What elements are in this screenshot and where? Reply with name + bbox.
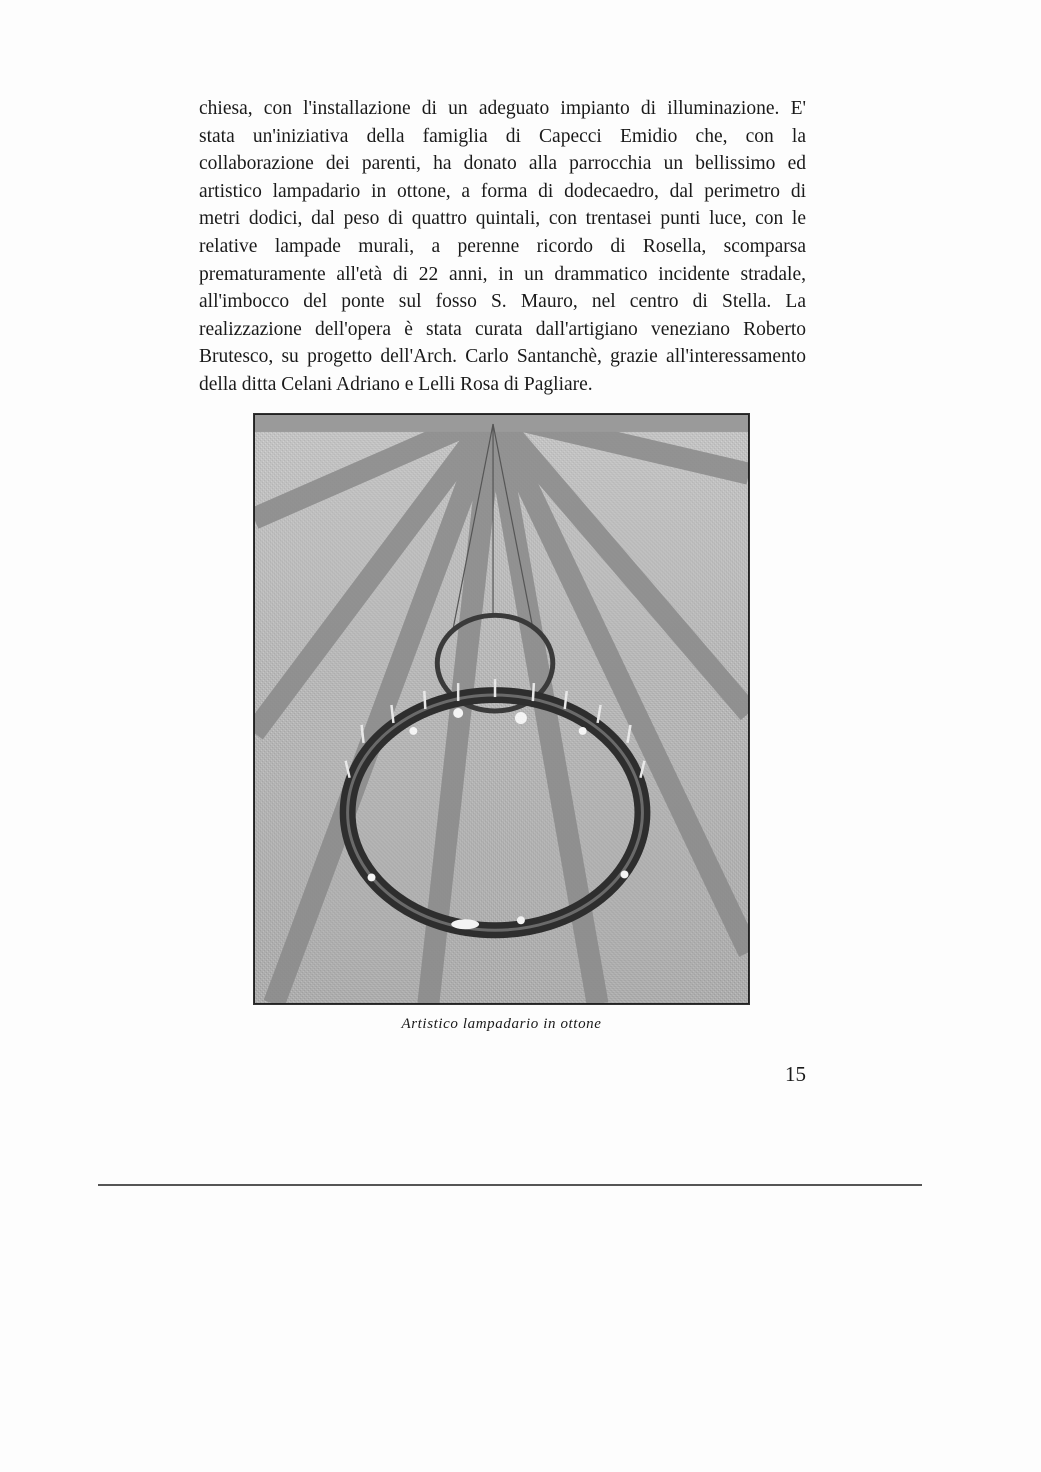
body-line: realizzazione dell'opera è stata curata dall'artigiano veneziano Roberto: [199, 318, 806, 340]
body-line: chiesa, con l'installazione di un adeguato impianto di illuminazione. E': [199, 98, 806, 119]
chandelier-photo-image: [254, 414, 749, 1004]
page-number: 15: [785, 1062, 806, 1086]
body-line: relative lampade murali, a perenne ricordo di Rosella, scomparsa: [199, 235, 806, 257]
body-line: della ditta Celani Adriano e Lelli Rosa di Pagliare.: [199, 373, 593, 395]
body-line: metri dodici, dal peso di quattro quintali, con trentasei punti luce, con le: [199, 208, 806, 230]
chandelier-photo: [253, 413, 750, 1005]
body-line: collaborazione dei parenti, ha donato alla parrocchia un bellissimo ed: [199, 153, 806, 175]
figure-caption: Artistico lampadario in ottone: [401, 1016, 602, 1032]
body-line: prematuramente all'età di 22 anni, in un drammatico incidente stradale,: [199, 263, 806, 285]
body-line: Brutesco, su progetto dell'Arch. Carlo Santanchè, grazie all'interessamento: [199, 346, 806, 368]
body-line: artistico lampadario in ottone, a forma di dodecaedro, dal perimetro di: [199, 180, 806, 202]
horizontal-rule: [98, 1184, 922, 1186]
body-line: all'imbocco del ponte sul fosso S. Mauro, nel centro di Stella. La: [199, 291, 806, 313]
body-paragraph: [199, 95, 806, 399]
body-line: stata un'iniziativa della famiglia di Capecci Emidio che, con la: [199, 125, 806, 147]
